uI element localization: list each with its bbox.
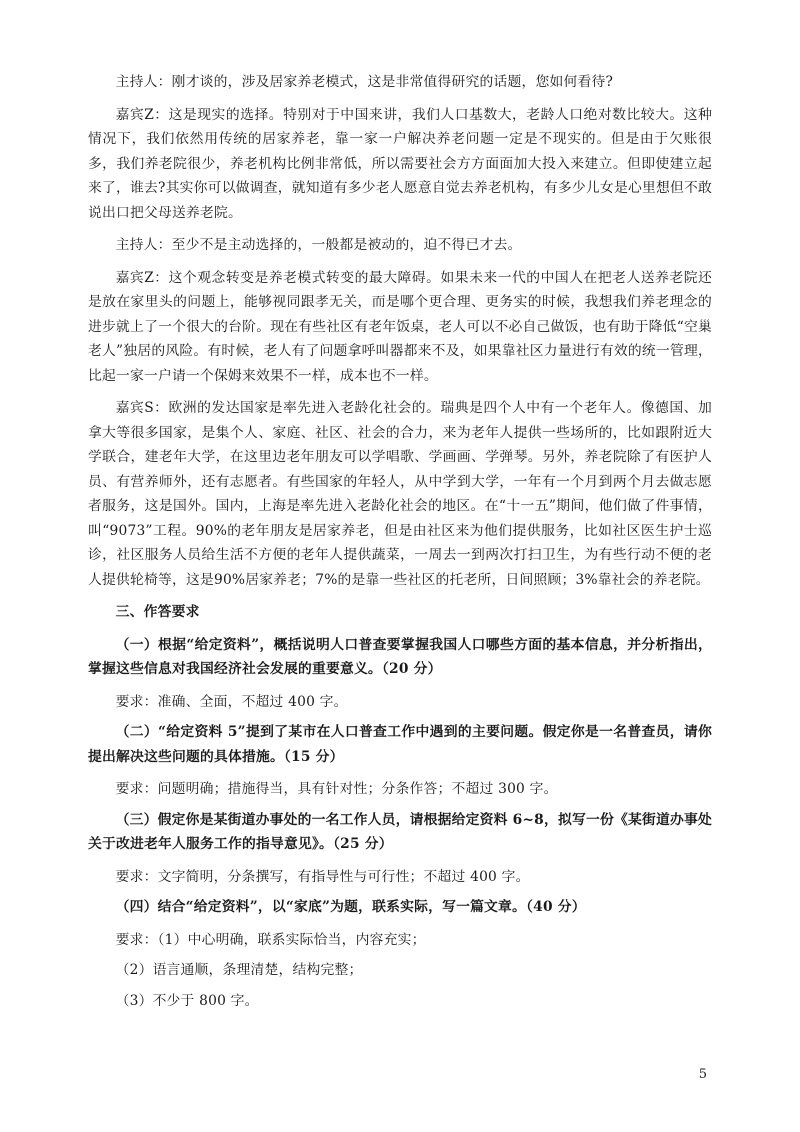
dialogue-host-question: 主持人：刚才谈的，涉及居家养老模式，这是非常值得研究的话题，您如何看待?: [115, 74, 614, 90]
question-4-requirement-2: （2）语言通顺，条理清楚，结构完整；: [115, 962, 363, 978]
section-heading: 三、作答要求: [115, 604, 200, 620]
question-1: （一）根据“给定资料”，概括说明人口普查要掌握我国人口哪些方面的基本信息，并分析指出，掌握这些信息对我国经济社会发展的重要意义。（20 分）: [88, 636, 712, 677]
question-4: （四）结合“给定资料”，以“家底”为题，联系实际，写一篇文章。（40 分）: [115, 899, 586, 915]
question-4-requirement-1: 要求：（1）中心明确，联系实际恰当，内容充实；: [115, 931, 426, 948]
question-3: （三）假定你是某街道办事处的一名工作人员，请根据给定资料 6~8，拟写一份《某街道办事处关于改进老年人服务工作的指导意见》。（25 分）: [88, 811, 712, 852]
question-4-requirement-3: （3）不少于 800 字。: [115, 992, 259, 1009]
dialogue-guest-z-answer-1: 嘉宾Z：这是现实的选择。特别对于中国来讲，我们人口基数大，老龄人口绝对数比较大。这种情况下，我们依然用传统的居家养老，靠一家一户解决养老问题一定是不现实的。但是由于欠账很多，我们养老院很少，养老机构比例非常低，所以需要社会方方面面加大投入来建立。但即使建立起来了，谁去?其实你可以做调查，就知道有多少老人愿意自觉去养老机构，有多少儿女是心里想但不敢说出口把父母送养老院。: [88, 106, 712, 221]
question-3-requirement: 要求：文字简明，分条撰写，有指导性与可行性；不超过 400 字。: [115, 868, 530, 885]
question-1-requirement: 要求：准确、全面，不超过 400 字。: [115, 693, 348, 710]
dialogue-host-remark: 主持人：至少不是主动选择的，一般都是被动的，迫不得已才去。: [115, 237, 522, 253]
page-body: [88, 70, 712, 1019]
question-2: （二）“给定资料 5”提到了某市在人口普查工作中遇到的主要问题。假定你是一名普查员，请你提出解决这些问题的具体措施。（15 分）: [88, 724, 712, 765]
dialogue-guest-z-answer-2: 嘉宾Z：这个观念转变是养老模式转变的最大障碍。如果未来一代的中国人在把老人送养老院还是放在家里头的问题上，能够视同跟孝无关，而是哪个更合理、更务实的时候，我想我们养老理念的进步就上了一个很大的台阶。现在有些社区有老年饭桌，老人可以不必自己做饭，也有助于降低“空巢老人”独居的风险。有时候，老人有了问题拿呼叫器都来不及，如果靠社区力量进行有效的统一管理，比起一家一户请一个保姆来效果不一样，成本也不一样。: [88, 269, 712, 384]
dialogue-guest-s-answer: 嘉宾S：欧洲的发达国家是率先进入老龄化社会的。瑞典是四个人中有一个老年人。像德国、加拿大等很多国家，是集个人、家庭、社区、社会的合力，来为老年人提供一些场所的，比如跟附近大学联合，建老年大学，在这里边老年朋友可以学唱歌、学画画、学弹琴。另外，养老院除了有医护人员、有营养师外，还有志愿者。有些国家的年轻人，从中学到大学，一年有一个月到两个月去做志愿者服务，这是国外。国内，上海是率先进入老龄化社会的地区。在“十一五”期间，他们做了件事情，叫“9073”工程。90%的老年朋友是居家养老，但是由社区来为他们提供服务，比如社区医生护士巡诊，社区服务人员给生活不方便的老年人提供蔬菜，一周去一到两次打扫卫生，为有些行动不便的老人提供轮椅等，这是90%居家养老；7%的是靠一些社区的托老所，日间照顾；3%靠社会的养老院。: [88, 400, 712, 588]
question-2-requirement: 要求：问题明确；措施得当，具有针对性；分条作答；不超过 300 字。: [115, 781, 558, 797]
page-number: 5: [698, 1067, 707, 1082]
